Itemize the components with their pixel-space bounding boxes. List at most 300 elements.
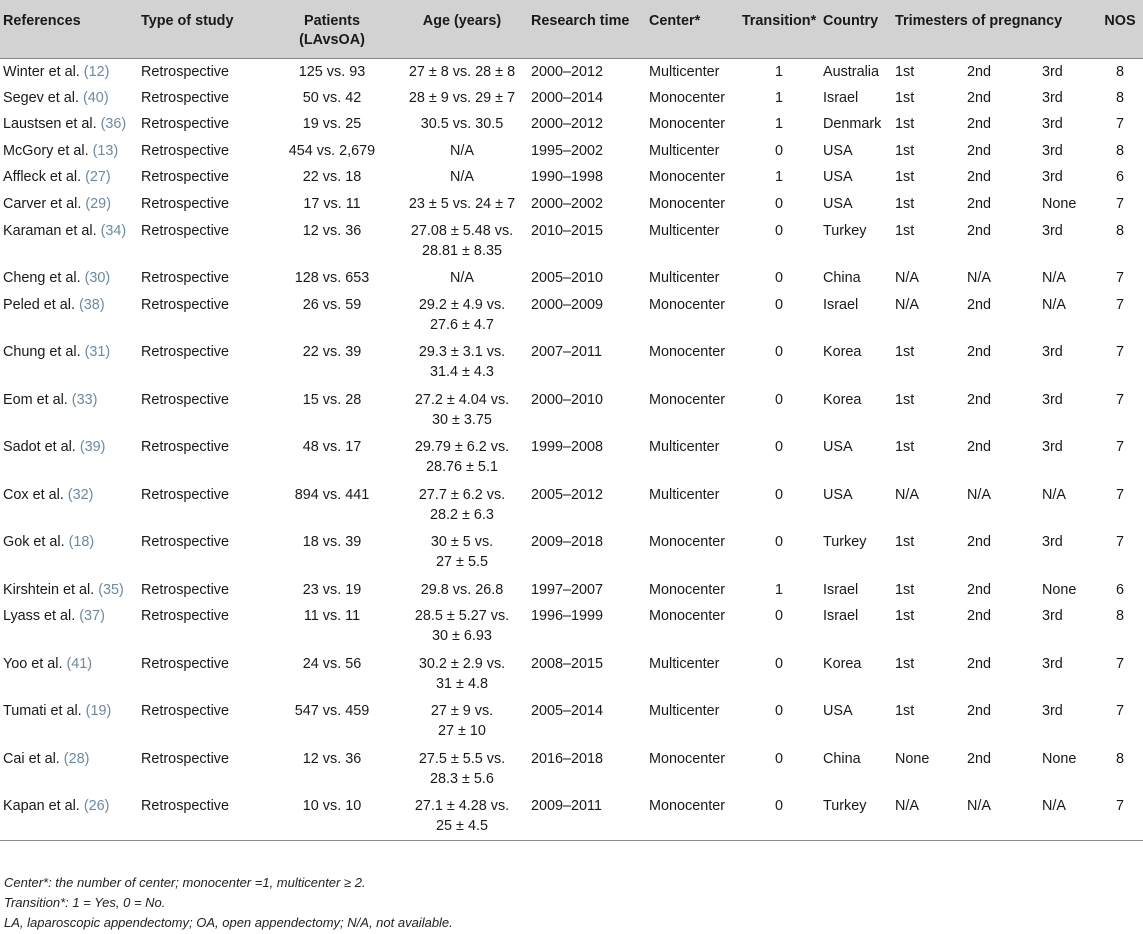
age-line-1: 28.5 ± 5.27 vs. — [414, 608, 510, 625]
reference-name: McGory et al. — [3, 142, 89, 159]
cell-trimester-3: 3rd — [1042, 142, 1063, 159]
reference-name: Tumati et al. — [3, 703, 82, 720]
cell-trimester-3: 3rd — [1042, 116, 1063, 133]
cell-country: Korea — [823, 391, 862, 408]
cell-age — [396, 698, 528, 746]
cell-trimester-1: N/A — [895, 270, 919, 287]
reference-name: Laustsen et al. — [3, 116, 97, 133]
table-row — [0, 746, 1143, 794]
cell-patients: 26 vs. 59 — [302, 296, 362, 313]
table-row — [0, 434, 1143, 482]
cell-age — [396, 191, 528, 218]
reference-name: Kapan et al. — [3, 798, 80, 815]
cell-center: Monocenter — [649, 169, 725, 186]
cell-type: Retrospective — [141, 63, 229, 80]
table-row — [0, 292, 1143, 340]
age-line-1: 29.3 ± 3.1 vs. — [418, 344, 506, 361]
reference-link[interactable]: (28) — [63, 750, 90, 767]
cell-country: Israel — [823, 608, 859, 625]
cell-transition: 0 — [774, 608, 783, 625]
cell-country: Australia — [823, 63, 879, 80]
reference-link[interactable]: (38) — [79, 296, 105, 313]
age-line-2: 31.4 ± 4.3 — [430, 364, 494, 381]
cell-age — [396, 577, 528, 604]
cell-patients: 23 vs. 19 — [302, 581, 362, 598]
reference-link[interactable]: (39) — [79, 439, 106, 456]
cell-trimester-2: 2nd — [967, 222, 992, 239]
cell-type: Retrospective — [141, 195, 229, 212]
cell-reference — [0, 85, 138, 112]
cell-trimester-1: 1st — [895, 344, 915, 361]
cell-patients: 22 vs. 18 — [302, 169, 362, 186]
cell-research-time: 2005–2012 — [531, 486, 604, 503]
age-line-1: 27.5 ± 5.5 vs. — [418, 750, 506, 767]
age-line-2: 28.2 ± 6.3 — [430, 506, 494, 523]
cell-age — [396, 164, 528, 191]
table-row — [0, 85, 1143, 112]
header-country: Country — [820, 0, 892, 58]
age-line-1: 29.8 vs. 26.8 — [420, 581, 504, 598]
cell-age — [396, 85, 528, 112]
cell-trimester-3: 3rd — [1042, 169, 1063, 186]
cell-trimester-2: 2nd — [967, 169, 992, 186]
age-line-2: 28.76 ± 5.1 — [426, 459, 498, 476]
age-line-1: 27.7 ± 6.2 vs. — [418, 486, 506, 503]
table-row — [0, 218, 1143, 266]
reference-link[interactable]: (36) — [100, 116, 127, 133]
cell-trimester-2: 2nd — [967, 655, 992, 672]
cell-country: Turkey — [823, 534, 867, 551]
cell-trimester-3: 3rd — [1042, 703, 1063, 720]
cell-trimester-2: 2nd — [967, 439, 992, 456]
cell-center: Monocenter — [649, 195, 725, 212]
reference-name: Cai et al. — [3, 750, 60, 767]
cell-nos: 7 — [1115, 270, 1124, 287]
cell-trimester-2: N/A — [967, 486, 991, 503]
cell-trimester-1: 1st — [895, 63, 915, 80]
age-line-2: 27.6 ± 4.7 — [430, 316, 494, 333]
cell-age — [396, 746, 528, 794]
cell-reference — [0, 434, 138, 482]
cell-nos: 7 — [1115, 116, 1124, 133]
cell-nos: 7 — [1115, 486, 1124, 503]
cell-trimester-2: 2nd — [967, 750, 992, 767]
reference-link[interactable]: (32) — [67, 486, 94, 503]
cell-type: Retrospective — [141, 798, 229, 815]
reference-name: Eom et al. — [3, 391, 68, 408]
cell-transition: 0 — [774, 270, 783, 287]
cell-research-time: 1996–1999 — [531, 608, 604, 625]
cell-age — [396, 603, 528, 651]
cell-reference — [0, 58, 138, 85]
cell-trimester-2: 2nd — [967, 63, 992, 80]
cell-type: Retrospective — [141, 89, 229, 106]
cell-trimester-1: 1st — [895, 169, 915, 186]
cell-reference — [0, 265, 138, 292]
cell-reference — [0, 793, 138, 841]
table-row — [0, 138, 1143, 165]
cell-nos: 8 — [1115, 608, 1124, 625]
cell-reference — [0, 387, 138, 435]
cell-trimester-3: None — [1042, 195, 1077, 212]
cell-trimester-3: 3rd — [1042, 391, 1063, 408]
cell-trimester-1: 1st — [895, 655, 915, 672]
cell-research-time: 2007–2011 — [531, 344, 602, 361]
table-row — [0, 793, 1143, 841]
cell-type: Retrospective — [141, 703, 229, 720]
cell-transition: 0 — [774, 798, 783, 815]
cell-nos: 8 — [1115, 89, 1124, 106]
cell-patients: 12 vs. 36 — [302, 750, 362, 767]
cell-reference — [0, 603, 138, 651]
cell-nos: 7 — [1115, 798, 1124, 815]
reference-link[interactable]: (27) — [85, 169, 111, 186]
reference-link[interactable]: (33) — [71, 391, 98, 408]
cell-center: Monocenter — [649, 750, 725, 767]
reference-name: Carver et al. — [3, 195, 82, 212]
cell-trimester-1: 1st — [895, 142, 915, 159]
age-line-1: 27.08 ± 5.48 vs. — [410, 222, 514, 239]
cell-transition: 0 — [774, 703, 783, 720]
header-patients: Patients (LAvsOA) — [268, 0, 396, 58]
cell-nos: 7 — [1115, 439, 1124, 456]
cell-center: Monocenter — [649, 798, 725, 815]
cell-trimester-2: 2nd — [967, 142, 992, 159]
age-line-1: 27 ± 8 vs. 28 ± 8 — [408, 63, 516, 80]
cell-center: Monocenter — [649, 608, 725, 625]
cell-age — [396, 482, 528, 530]
cell-country: USA — [823, 195, 853, 212]
age-line-1: 29.2 ± 4.9 vs. — [418, 296, 506, 313]
cell-age — [396, 58, 528, 85]
cell-trimester-1: 1st — [895, 581, 915, 598]
age-line-2: 27 ± 5.5 — [436, 554, 488, 571]
age-line-1: 27.1 ± 4.28 vs. — [414, 798, 510, 815]
cell-center: Multicenter — [649, 486, 720, 503]
header-type-of-study: Type of study — [138, 0, 268, 58]
cell-research-time: 1990–1998 — [531, 169, 604, 186]
cell-patients: 128 vs. 653 — [294, 270, 370, 287]
reference-name: Affleck et al. — [3, 169, 82, 186]
age-line-2: 28.81 ± 8.35 — [422, 242, 502, 259]
cell-type: Retrospective — [141, 750, 229, 767]
footnote-center: Center*: the number of center; monocenter =1, multicenter ≥ 2. — [4, 875, 366, 890]
cell-research-time: 2000–2012 — [531, 63, 604, 80]
cell-reference — [0, 218, 138, 266]
cell-trimester-1: 1st — [895, 703, 915, 720]
cell-research-time: 1997–2007 — [531, 581, 604, 598]
cell-trimester-2: 2nd — [967, 195, 992, 212]
cell-transition: 0 — [774, 439, 783, 456]
cell-type: Retrospective — [141, 344, 229, 361]
cell-country: USA — [823, 703, 853, 720]
cell-age — [396, 265, 528, 292]
age-line-1: N/A — [450, 270, 474, 287]
cell-reference — [0, 577, 138, 604]
cell-trimester-1: N/A — [895, 486, 919, 503]
cell-research-time: 1999–2008 — [531, 439, 604, 456]
cell-type: Retrospective — [141, 270, 229, 287]
reference-name: Chung et al. — [3, 344, 81, 361]
cell-reference — [0, 746, 138, 794]
header-transition: Transition* — [738, 0, 820, 58]
cell-reference — [0, 651, 138, 699]
cell-transition: 0 — [774, 534, 783, 551]
reference-name: Segev et al. — [3, 89, 80, 106]
cell-age — [396, 651, 528, 699]
table-row — [0, 651, 1143, 699]
cell-trimester-2: 2nd — [967, 116, 992, 133]
table-row — [0, 577, 1143, 604]
cell-reference — [0, 482, 138, 530]
cell-research-time: 2000–2002 — [531, 195, 604, 212]
cell-research-time: 2005–2010 — [531, 270, 604, 287]
cell-research-time: 2009–2018 — [531, 534, 604, 551]
cell-transition: 1 — [774, 63, 783, 80]
cell-trimester-3: 3rd — [1042, 89, 1063, 106]
cell-patients: 24 vs. 56 — [302, 655, 362, 672]
footnote-transition: Transition*: 1 = Yes, 0 = No. — [4, 895, 166, 910]
age-line-1: 27 ± 9 vs. — [430, 703, 494, 720]
cell-center: Monocenter — [649, 89, 725, 106]
cell-center: Monocenter — [649, 116, 725, 133]
age-line-1: 30.2 ± 2.9 vs. — [418, 655, 506, 672]
cell-center: Multicenter — [649, 270, 720, 287]
table-row — [0, 191, 1143, 218]
age-line-2: 31 ± 4.8 — [436, 675, 488, 692]
cell-country: USA — [823, 169, 853, 186]
cell-research-time: 2016–2018 — [531, 750, 604, 767]
cell-nos: 8 — [1115, 142, 1124, 159]
reference-link[interactable]: (29) — [85, 195, 111, 212]
cell-trimester-2: 2nd — [967, 534, 992, 551]
cell-transition: 0 — [774, 296, 783, 313]
cell-type: Retrospective — [141, 391, 229, 408]
cell-trimester-2: 2nd — [967, 581, 992, 598]
cell-center: Monocenter — [649, 534, 725, 551]
cell-trimester-1: 1st — [895, 608, 915, 625]
cell-trimester-3: N/A — [1042, 798, 1066, 815]
header-nos: NOS — [1097, 0, 1143, 58]
cell-country: China — [823, 750, 861, 767]
cell-age — [396, 292, 528, 340]
cell-patients: 547 vs. 459 — [294, 703, 370, 720]
cell-trimester-3: N/A — [1042, 486, 1066, 503]
cell-type: Retrospective — [141, 169, 229, 186]
cell-type: Retrospective — [141, 116, 229, 133]
reference-link[interactable]: (19) — [85, 703, 112, 720]
cell-type: Retrospective — [141, 222, 229, 239]
cell-trimester-2: 2nd — [967, 296, 992, 313]
cell-trimester-1: 1st — [895, 439, 915, 456]
cell-trimester-2: N/A — [967, 798, 991, 815]
cell-patients: 454 vs. 2,679 — [288, 142, 376, 159]
table-body — [0, 58, 1143, 841]
cell-patients: 18 vs. 39 — [302, 534, 362, 551]
table-header — [0, 0, 1143, 58]
cell-country: USA — [823, 142, 853, 159]
cell-patients: 15 vs. 28 — [302, 391, 362, 408]
cell-patients: 22 vs. 39 — [302, 344, 362, 361]
cell-trimester-3: None — [1042, 750, 1077, 767]
header-age: Age (years) — [396, 0, 528, 58]
cell-transition: 0 — [774, 222, 783, 239]
cell-center: Multicenter — [649, 222, 720, 239]
cell-nos: 7 — [1115, 296, 1124, 313]
cell-research-time: 1995–2002 — [531, 142, 604, 159]
reference-name: Karaman et al. — [3, 222, 97, 239]
cell-trimester-3: 3rd — [1042, 439, 1063, 456]
reference-link[interactable]: (37) — [79, 608, 105, 625]
cell-trimester-1: N/A — [895, 296, 919, 313]
cell-center: Multicenter — [649, 142, 720, 159]
cell-trimester-2: 2nd — [967, 703, 992, 720]
cell-country: Turkey — [823, 222, 867, 239]
cell-center: Multicenter — [649, 439, 720, 456]
cell-research-time: 2000–2010 — [531, 391, 604, 408]
cell-research-time: 2010–2015 — [531, 222, 604, 239]
cell-trimester-1: 1st — [895, 116, 915, 133]
cell-trimester-3: 3rd — [1042, 608, 1063, 625]
cell-transition: 0 — [774, 195, 783, 212]
cell-research-time: 2009–2011 — [531, 798, 602, 815]
cell-type: Retrospective — [141, 534, 229, 551]
cell-reference — [0, 138, 138, 165]
reference-link[interactable]: (18) — [68, 534, 95, 551]
reference-name: Kirshtein et al. — [3, 581, 95, 598]
reference-link[interactable]: (13) — [92, 142, 119, 159]
cell-center: Monocenter — [649, 581, 725, 598]
cell-type: Retrospective — [141, 608, 229, 625]
age-line-2: 25 ± 4.5 — [436, 818, 488, 835]
cell-country: USA — [823, 439, 853, 456]
cell-trimester-3: 3rd — [1042, 222, 1063, 239]
cell-nos: 6 — [1115, 581, 1124, 598]
reference-name: Cheng et al. — [3, 270, 81, 287]
cell-type: Retrospective — [141, 142, 229, 159]
header-research-time: Research time — [528, 0, 646, 58]
cell-nos: 7 — [1115, 534, 1124, 551]
cell-reference — [0, 698, 138, 746]
cell-type: Retrospective — [141, 581, 229, 598]
cell-nos: 7 — [1115, 344, 1124, 361]
table-row — [0, 58, 1143, 85]
cell-transition: 0 — [774, 486, 783, 503]
table-row — [0, 482, 1143, 530]
age-line-1: 29.79 ± 6.2 vs. — [414, 439, 510, 456]
cell-trimester-1: 1st — [895, 391, 915, 408]
cell-trimester-3: None — [1042, 581, 1077, 598]
cell-age — [396, 387, 528, 435]
cell-country: Israel — [823, 296, 859, 313]
cell-transition: 0 — [774, 391, 783, 408]
reference-link[interactable]: (12) — [83, 63, 110, 80]
cell-transition: 0 — [774, 655, 783, 672]
age-line-2: 30 ± 6.93 — [432, 628, 492, 645]
reference-link[interactable]: (26) — [83, 798, 110, 815]
cell-nos: 7 — [1115, 391, 1124, 408]
cell-trimester-1: 1st — [895, 222, 915, 239]
cell-age — [396, 111, 528, 138]
cell-research-time: 2005–2014 — [531, 703, 604, 720]
age-line-2: 28.3 ± 5.6 — [430, 770, 494, 787]
table-footnotes — [4, 873, 453, 933]
cell-reference — [0, 339, 138, 387]
cell-trimester-3: 3rd — [1042, 534, 1063, 551]
header-references: References — [0, 0, 138, 58]
cell-nos: 6 — [1115, 169, 1124, 186]
cell-center: Monocenter — [649, 391, 725, 408]
cell-country: Korea — [823, 655, 862, 672]
header-center: Center* — [646, 0, 738, 58]
cell-center: Multicenter — [649, 655, 720, 672]
cell-nos: 7 — [1115, 655, 1124, 672]
cell-country: Israel — [823, 89, 859, 106]
reference-link[interactable]: (30) — [84, 270, 111, 287]
cell-country: USA — [823, 486, 853, 503]
cell-age — [396, 434, 528, 482]
cell-transition: 0 — [774, 344, 783, 361]
cell-trimester-2: 2nd — [967, 391, 992, 408]
header-trimesters: Trimesters of pregnancy — [892, 0, 1097, 58]
reference-link[interactable]: (35) — [98, 581, 124, 598]
cell-patients: 10 vs. 10 — [302, 798, 362, 815]
reference-name: Gok et al. — [3, 534, 65, 551]
age-line-2: 27 ± 10 — [438, 723, 486, 740]
cell-center: Multicenter — [649, 703, 720, 720]
reference-name: Winter et al. — [3, 63, 80, 80]
cell-trimester-1: 1st — [895, 534, 915, 551]
cell-country: Denmark — [823, 116, 882, 133]
cell-center: Multicenter — [649, 63, 720, 80]
cell-patients: 11 vs. 11 — [303, 608, 361, 625]
age-line-1: 27.2 ± 4.04 vs. — [414, 391, 510, 408]
cell-trimester-3: N/A — [1042, 270, 1066, 287]
reference-link[interactable]: (34) — [100, 222, 127, 239]
age-line-2: 30 ± 3.75 — [432, 411, 492, 428]
cell-research-time: 2000–2012 — [531, 116, 604, 133]
reference-link[interactable]: (31) — [84, 344, 111, 361]
table-row — [0, 698, 1143, 746]
cell-trimester-3: 3rd — [1042, 344, 1063, 361]
cell-age — [396, 138, 528, 165]
reference-name: Peled et al. — [3, 296, 76, 313]
cell-age — [396, 529, 528, 577]
cell-nos: 8 — [1115, 222, 1124, 239]
cell-research-time: 2000–2014 — [531, 89, 604, 106]
cell-country: China — [823, 270, 861, 287]
cell-country: Israel — [823, 581, 859, 598]
cell-transition: 1 — [774, 169, 783, 186]
reference-name: Sadot et al. — [3, 439, 76, 456]
table-row — [0, 339, 1143, 387]
cell-reference — [0, 191, 138, 218]
cell-trimester-3: N/A — [1042, 296, 1066, 313]
footnote-abbreviations: LA, laparoscopic appendectomy; OA, open appendectomy; N/A, not available. — [4, 915, 453, 930]
cell-transition: 1 — [774, 581, 783, 598]
cell-trimester-3: 3rd — [1042, 63, 1063, 80]
reference-name: Cox et al. — [3, 486, 64, 503]
reference-link[interactable]: (41) — [66, 655, 93, 672]
reference-link[interactable]: (40) — [83, 89, 109, 106]
age-line-1: N/A — [450, 169, 474, 186]
age-line-1: N/A — [450, 142, 474, 159]
table-row — [0, 603, 1143, 651]
table-row — [0, 164, 1143, 191]
cell-patients: 48 vs. 17 — [302, 439, 362, 456]
cell-country: Korea — [823, 344, 862, 361]
cell-nos: 7 — [1115, 703, 1124, 720]
